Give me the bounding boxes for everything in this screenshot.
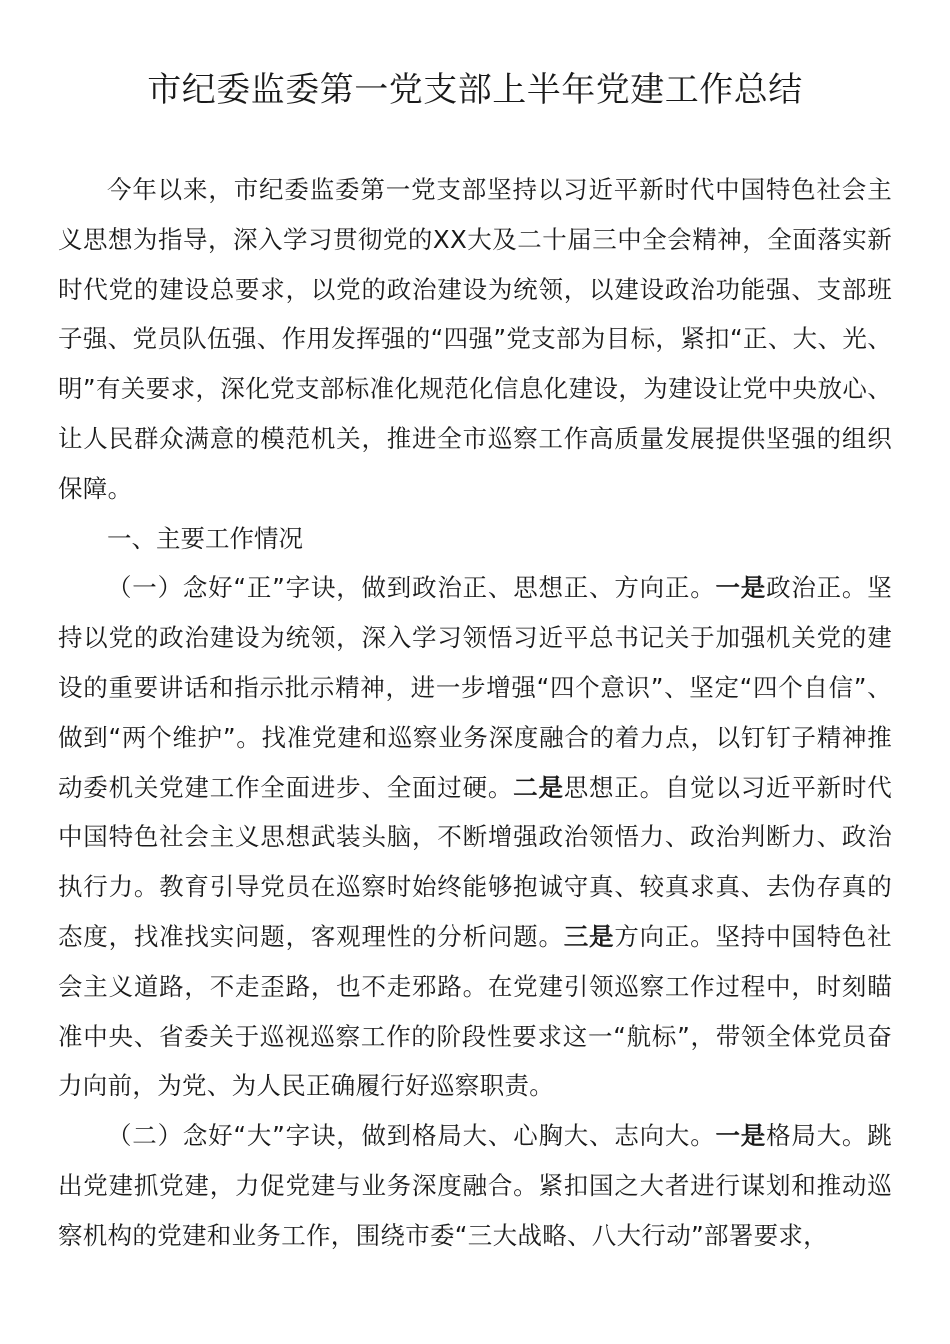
- point-text-2: 思想正。自觉以习近平新时代中国特色社会主义思想武装头脑，不断增强政治领悟力、政治判断力、政治执行力。教育引导党员在巡察时始终能够抱诚守真、较真求真、去伪存真的态度，找准找实问题，客观理性的分析问题。: [58, 772, 892, 951]
- point-text-1: 政治正。坚持以党的政治建设为统领，深入学习领悟习近平总书记关于加强机关党的建设的重要讲话和指示批示精神，进一步增强“四个意识”、坚定“四个自信”、做到“两个维护”。找准党建和巡察业务深度融合的着力点，以钉钉子精神推动委机关党建工作全面进步、全面过硬。: [58, 573, 892, 802]
- subsection-2-title: （二）念好“大”字诀，做到格局大、心胸大、志向大。: [107, 1121, 716, 1151]
- section-heading-main-work: 一、主要工作情况: [107, 523, 303, 553]
- document-title: 市纪委监委第一党支部上半年党建工作总结: [147, 70, 803, 110]
- subsection-1-title: （一）念好“正”字诀，做到政治正、思想正、方向正。: [107, 573, 716, 603]
- point-text-1: 格局大。跳出党建抓党建，力促党建与业务深度融合。紧扣国之大者进行谋划和推动巡察机构的党建和业务工作，围绕市委“三大战略、八大行动”部署要求，: [58, 1121, 892, 1250]
- point-label-1: 一是: [715, 573, 767, 603]
- subsection-1-paragraph: [58, 563, 892, 1111]
- intro-paragraph: 今年以来，市纪委监委第一党支部坚持以习近平新时代中国特色社会主义思想为指导，深入学习贯彻党的XX大及二十届三中全会精神，全面落实新时代党的建设总要求，以党的政治建设为统领，以建设政治功能强、支部班子强、党员队伍强、作用发挥强的“四强”党支部为目标，紧扣“正、大、光、明”有关要求，深化党支部标准化规范化信息化建设，为建设让党中央放心、让人民群众满意的模范机关，推进全市巡察工作高质量发展提供坚强的组织保障。: [58, 175, 892, 503]
- point-label-1: 一是: [715, 1121, 767, 1151]
- point-label-3: 三是: [563, 921, 615, 951]
- document-body: [58, 165, 892, 1261]
- subsection-2-paragraph: [58, 1111, 892, 1260]
- point-text-3: 方向正。坚持中国特色社会主义道路，不走歪路，也不走邪路。在党建引领巡察工作过程中，时刻瞄准中央、省委关于巡视巡察工作的阶段性要求这一“航标”，带领全体党员奋力向前，为党、为人民正确履行好巡察职责。: [58, 921, 892, 1101]
- point-label-2: 二是: [513, 772, 564, 802]
